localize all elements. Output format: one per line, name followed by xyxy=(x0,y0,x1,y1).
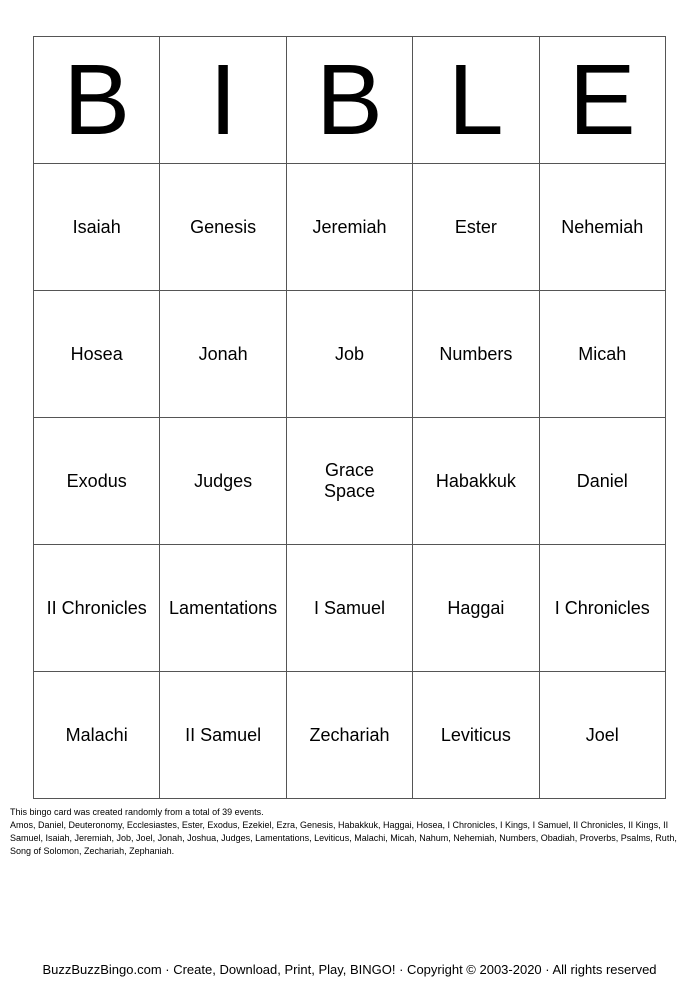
card-cell xyxy=(160,545,286,672)
card-cell xyxy=(160,291,286,418)
cell-text: Zechariah xyxy=(309,724,390,745)
cell-text: Numbers xyxy=(439,343,513,364)
cell-text: Exodus xyxy=(66,470,127,491)
card-cell xyxy=(539,164,665,291)
card-cell xyxy=(286,164,412,291)
header-letter-b: B xyxy=(34,37,160,164)
cell-text: Jeremiah xyxy=(312,216,387,237)
card-cell xyxy=(286,291,412,418)
cell-text: Nehemiah xyxy=(561,216,644,237)
cell-text: Micah xyxy=(578,343,627,364)
cell-text: I Chronicles xyxy=(554,597,650,618)
info-summary: This bingo card was created randomly from a total of 39 events. xyxy=(10,807,264,817)
card-cell xyxy=(286,672,412,799)
header-letter-l: L xyxy=(413,37,539,164)
card-cell xyxy=(413,418,539,545)
cell-text: Lamentations xyxy=(169,597,278,618)
card-cell xyxy=(34,418,160,545)
free-space-cell xyxy=(286,418,412,545)
bingo-card xyxy=(33,36,666,799)
cell-text: Malachi xyxy=(65,724,128,745)
cell-text: Jonah xyxy=(198,343,248,364)
cell-text: II Samuel xyxy=(185,724,262,745)
card-cell xyxy=(34,291,160,418)
cell-text: II Chronicles xyxy=(46,597,147,618)
card-cell xyxy=(413,291,539,418)
header-letter-e: E xyxy=(539,37,665,164)
header-letter-i: I xyxy=(160,37,286,164)
card-cell xyxy=(413,545,539,672)
cell-text: Habakkuk xyxy=(435,470,516,491)
header-letter-b: B xyxy=(286,37,412,164)
card-row xyxy=(34,672,666,799)
header-row xyxy=(34,37,666,164)
card-info xyxy=(10,806,690,858)
card-cell xyxy=(413,672,539,799)
card-cell xyxy=(539,291,665,418)
cell-text: Haggai xyxy=(447,597,505,618)
card-cell xyxy=(34,164,160,291)
card-cell xyxy=(286,545,412,672)
cell-text: Daniel xyxy=(576,470,628,491)
card-row xyxy=(34,164,666,291)
card-cell xyxy=(160,672,286,799)
cell-text: Grace Space xyxy=(323,460,375,501)
card-cell xyxy=(34,545,160,672)
card-row xyxy=(34,418,666,545)
footer-copyright: BuzzBuzzBingo.com · Create, Download, Print, Play, BINGO! · Copyright © 2003-2020 · All rights reserved xyxy=(42,962,657,977)
card-cell xyxy=(160,418,286,545)
card-cell xyxy=(34,672,160,799)
cell-text: I Samuel xyxy=(313,597,385,618)
card-cell xyxy=(539,418,665,545)
info-event-list: Amos, Daniel, Deuteronomy, Ecclesiastes, Ester, Exodus, Ezekiel, Ezra, Genesis, Habakkuk, Haggai, Hosea, I Chronicles, I Kings, I Samuel, II Chronicles, II Kings, II Samuel, Isaiah, Jeremiah, Job, Joel, Jonah, Joshua, Judges, Lamentations, Leviticus, Malachi, Micah, Nahum, Nehemiah, Numbers, Obadiah, Proverbs, Psalms, Ruth, Song of Solomon, Zechariah, Zephaniah. xyxy=(10,820,677,856)
card-cell xyxy=(539,545,665,672)
cell-text: Hosea xyxy=(70,343,123,364)
card-row xyxy=(34,545,666,672)
card-row xyxy=(34,291,666,418)
card-cell xyxy=(413,164,539,291)
cell-text: Judges xyxy=(194,470,253,491)
cell-text: Leviticus xyxy=(440,724,511,745)
card-cell xyxy=(160,164,286,291)
cell-text: Ester xyxy=(454,216,497,237)
cell-text: Genesis xyxy=(190,216,257,237)
cell-text: Isaiah xyxy=(72,216,121,237)
cell-text: Job xyxy=(334,343,364,364)
card-cell xyxy=(539,672,665,799)
cell-text: Joel xyxy=(585,724,619,745)
